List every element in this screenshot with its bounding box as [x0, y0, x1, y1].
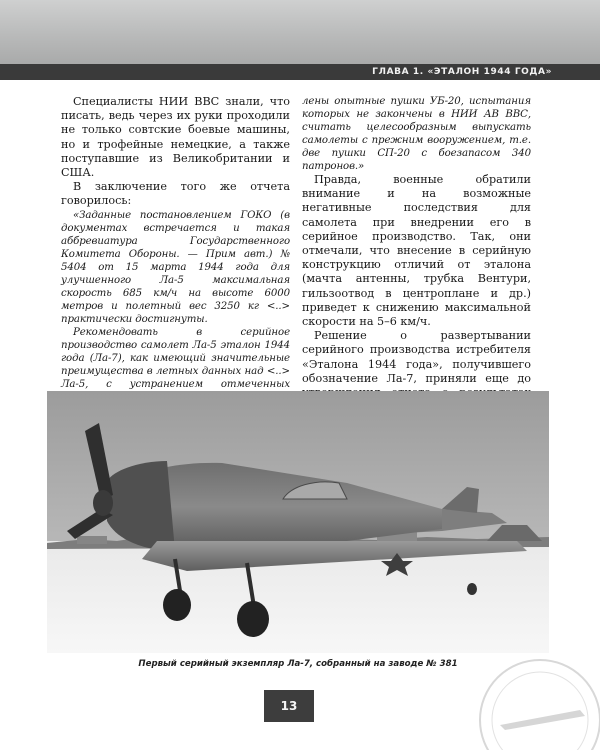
- aircraft-silhouette: [500, 710, 585, 730]
- chapter-title: ГЛАВА 1. «ЭТАЛОН 1944 ГОДА»: [372, 67, 552, 77]
- paragraph: Правда, военные обратили внимание и на возможные негативные последствия для самолета при внедрении его в серийное производство. Так, они отмечали, что внесение в серийную конструкцию отличий от эталона (мачта антенны, трубка Вентури, гильзоотвод в центроплане и др.) приведет к снижению максимальной скорости на 5–6 км/ч.: [302, 173, 531, 329]
- decorative-stamp: [430, 630, 600, 750]
- stamp-ring: [480, 660, 600, 750]
- aircraft-photo: [47, 391, 549, 653]
- landing-gear-wheel: [163, 589, 191, 621]
- page-number: 13: [280, 699, 298, 713]
- left-text-column: [61, 95, 290, 417]
- quote-paragraph: лены опытные пушки УБ-20, испытания которых не закончены в НИИ АВ ВВС, считать целесообразным выпускать самолеты с прежним вооружением, т.е. две пушки СП-20 с боезапасом 340 патронов.»: [302, 96, 531, 172]
- tail-wheel: [467, 583, 477, 595]
- landing-gear-wheel: [237, 601, 269, 637]
- quote-paragraph: Рекомендовать в серийное производство самолет Ла-5 эталон 1944 года (Ла-7), как имеющий значительные преимущества в летных данных над <..> Ла-5, с устранением отмеченных: [61, 326, 290, 390]
- propeller-spinner: [93, 490, 113, 516]
- distant-building: [77, 536, 107, 544]
- stamp-ring: [492, 672, 588, 750]
- paragraph: Специалисты НИИ ВВС знали, что писать, ведь через их руки проходили не только совтские боевые машины, но и трофейные немецкие, а также поступавшие из Великобритании и США.: [61, 95, 290, 180]
- paragraph: В заключение того же отчета говорилось:: [61, 180, 290, 208]
- right-text-column: [302, 95, 531, 414]
- quote-paragraph: «Заданные постановлением ГОКО (в документах встречается и такая аббревиатура Государственного Комитета Обороны. — Прим авт.) № 5404 от 15 марта 1944 года для улучшенного Ла-5 максимальная скорость 685 км/ч на высоте 6000 метров и полетный вес 3250 кг <..> практически достигнуты.: [61, 209, 290, 325]
- photo-caption: Первый серийный экземпляр Ла-7, собранный на заводе № 381: [138, 659, 458, 669]
- header-band: [0, 0, 600, 64]
- paragraph: Решение о развертывании серийного производства истребителя «Эталона 1944 года», получившего обозначение Ла-7, приняли еще до: [302, 329, 531, 385]
